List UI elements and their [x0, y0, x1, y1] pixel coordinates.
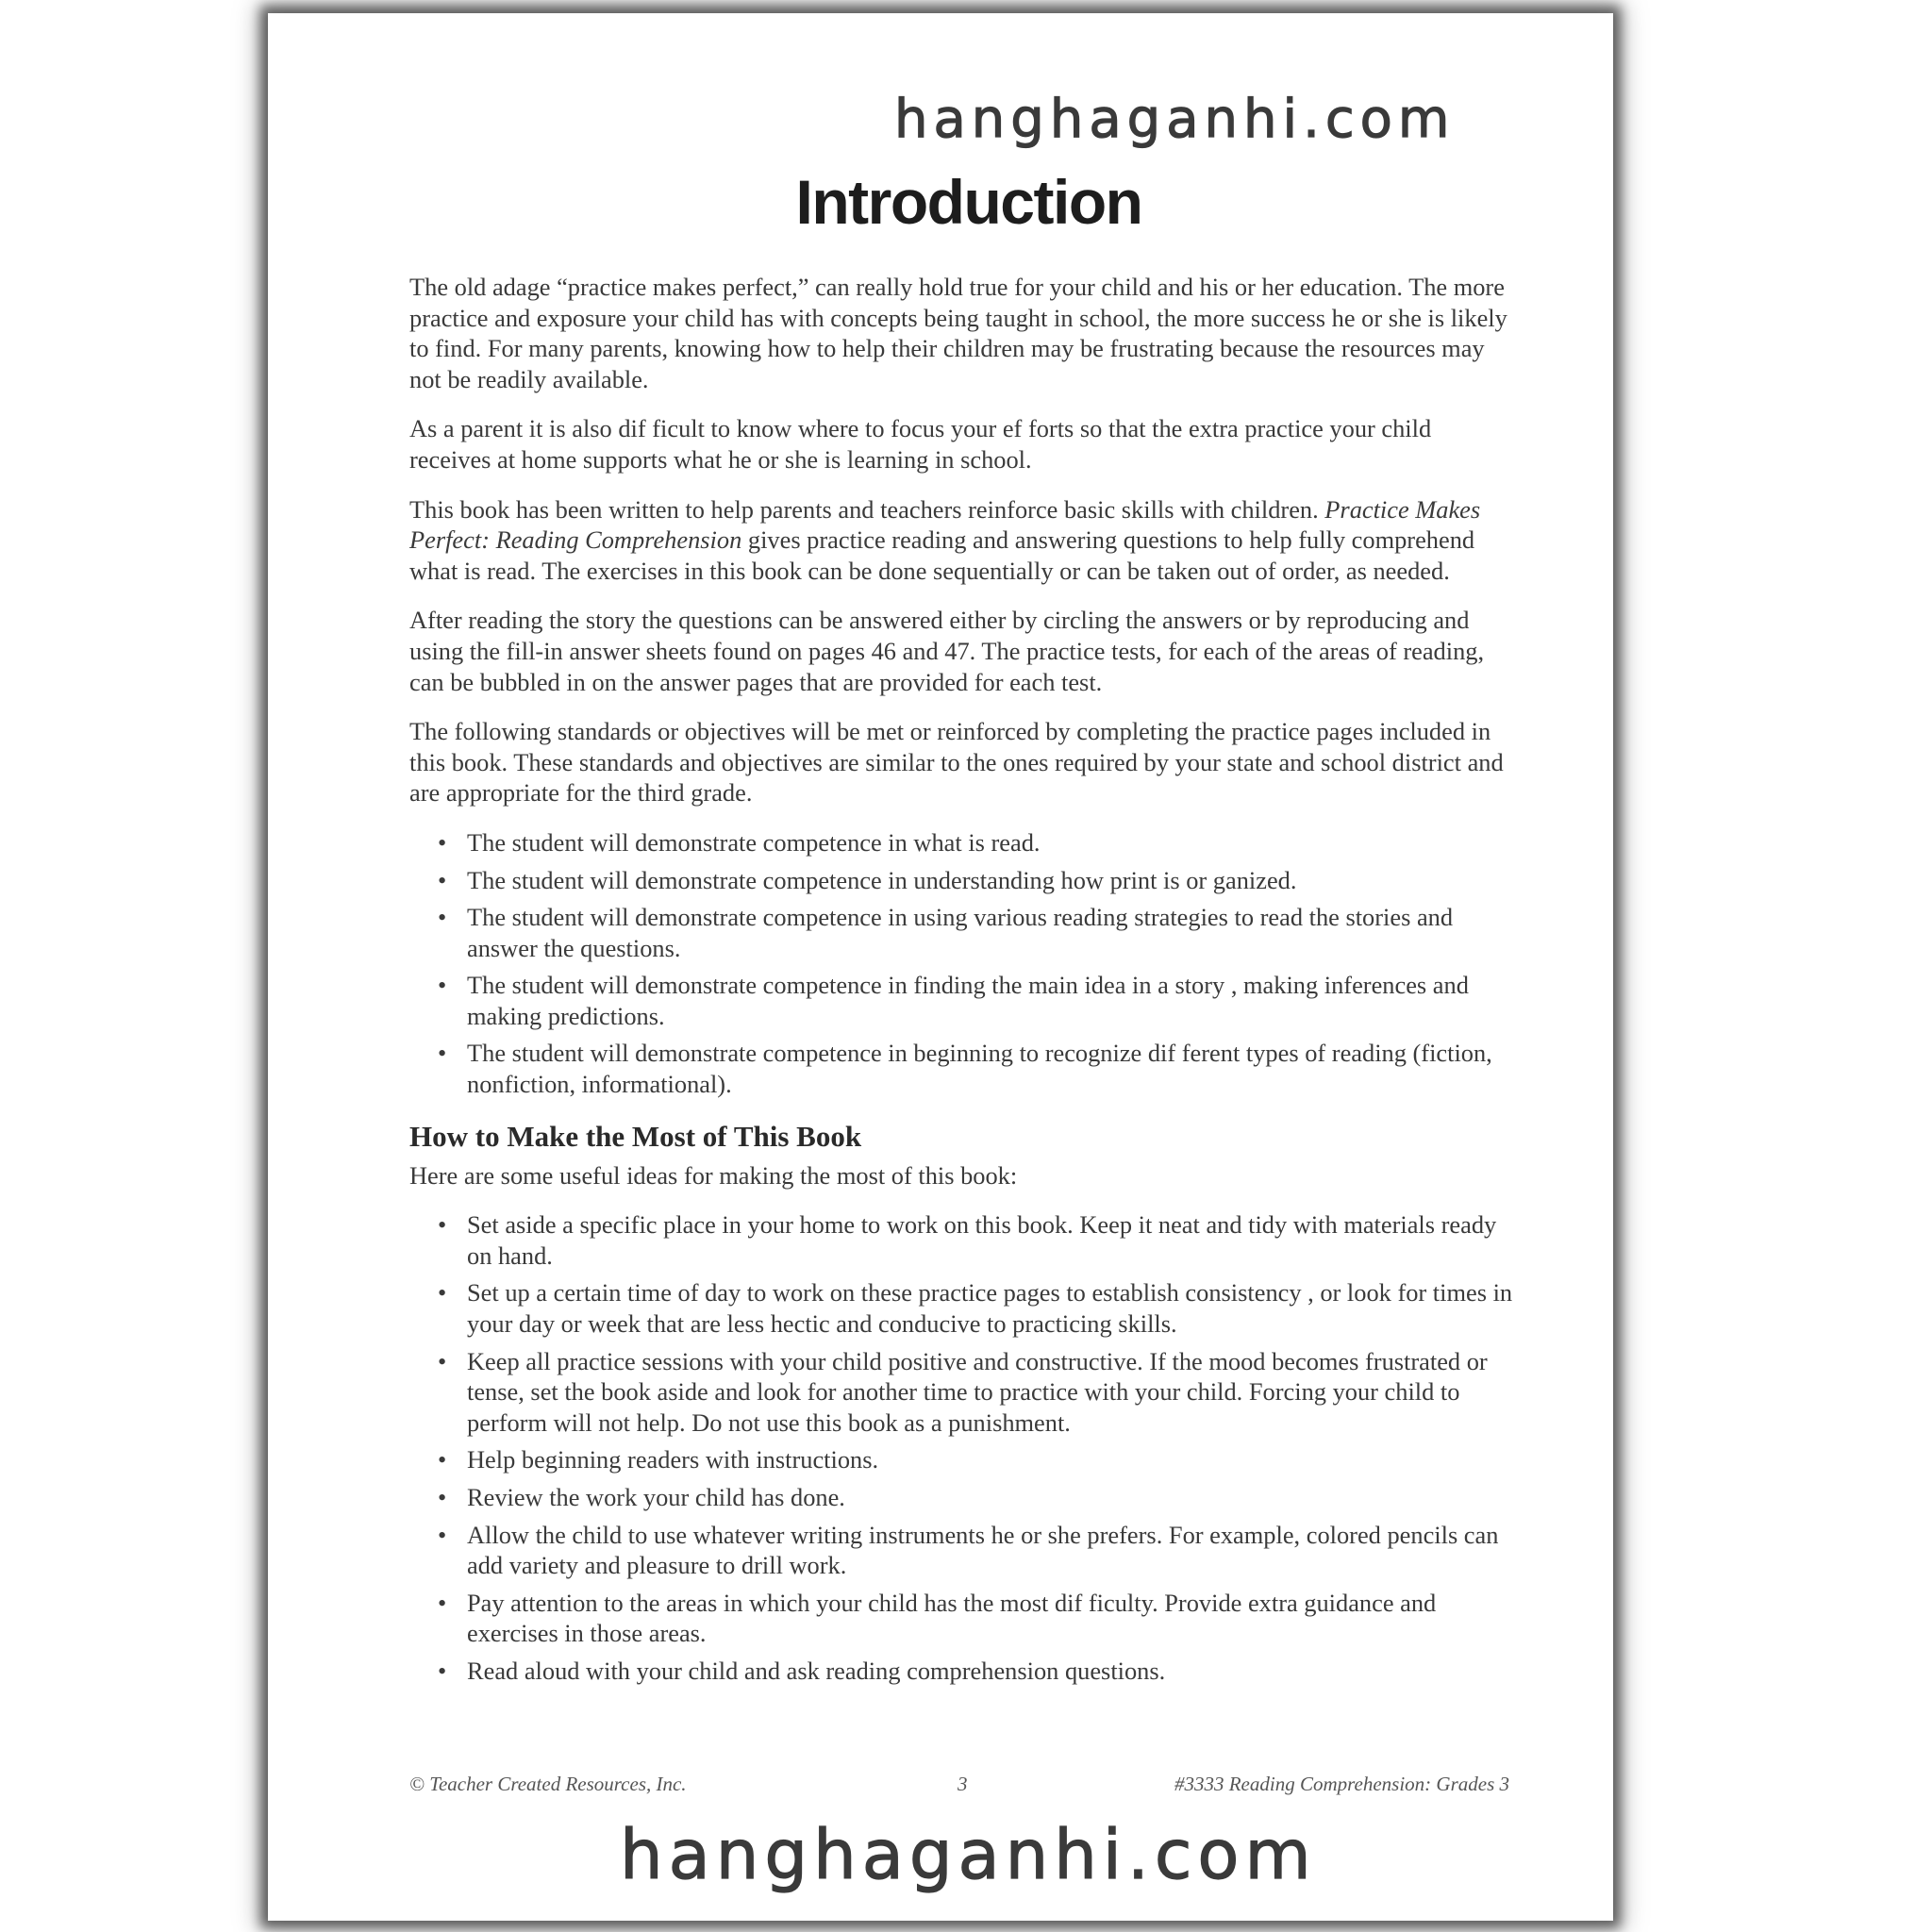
list-item: • Set up a certain time of day to work on these practice pages to establish consistency , or look for times in your day or week that are less hectic and conducive to practicing skills.	[409, 1277, 1513, 1339]
section-heading: How to Make the Most of This Book	[409, 1119, 862, 1153]
standards-list	[409, 827, 1513, 1100]
footer-copyright: © Teacher Created Resources, Inc.	[409, 1773, 687, 1795]
list-item: • Review the work your child has done.	[409, 1482, 1513, 1513]
intro-paragraph-4: After reading the story the questions can be answered either by circling the answers or by reproducing and using the fill-in answer sheets found on pages 46 and 47. The practice tests, for each of the areas of reading, can be bubbled in on the answer pages that are provided for each test.	[409, 606, 1485, 696]
list-item: • The student will demonstrate competence in beginning to recognize dif ferent types of reading (fiction, nonfiction, informational).	[409, 1038, 1513, 1099]
page-body	[409, 272, 1513, 1706]
intro-paragraph-3-start: This book has been written to help parents and teachers reinforce basic skills with children.	[409, 494, 1325, 524]
list-item: • Keep all practice sessions with your child positive and constructive. If the mood becomes frustrated or tense, set the book aside and look for another time to practice with your child. Forcing your child to perform will not help. Do not use this book as a punishment.	[409, 1346, 1513, 1439]
list-item: • Set aside a specific place in your home to work on this book. Keep it neat and tidy with materials ready on hand.	[409, 1209, 1513, 1271]
watermark-top: hanghaganhi.com	[894, 89, 1456, 150]
list-item: • Help beginning readers with instructions.	[409, 1444, 1513, 1475]
tips-list	[409, 1209, 1513, 1686]
intro-paragraph-1: The old adage “practice makes perfect,” can really hold true for your child and his or her education. The more practice and exposure your child has with concepts being taught in school, the more success he or she is likely to find. For many parents, knowing how to help their children may be frustrating because the resources may not be readily available.	[409, 273, 1507, 393]
intro-paragraph-3	[409, 494, 1513, 587]
list-item: • The student will demonstrate competence in what is read.	[409, 827, 1513, 858]
list-item: • The student will demonstrate competence in finding the main idea in a story , making inferences and making predictions.	[409, 970, 1513, 1031]
list-item: • The student will demonstrate competence in using various reading strategies to read the stories and answer the questions.	[409, 902, 1513, 963]
book-title-italic: Practice Makes Perfect: Reading Comprehension	[409, 494, 1481, 555]
intro-paragraph-2: As a parent it is also dif ficult to know where to focus your ef forts so that the extra practice your child receives at home supports what he or she is learning in school.	[409, 414, 1432, 474]
list-item: • The student will demonstrate competence in understanding how print is or ganized.	[409, 865, 1513, 896]
footer-book-id: #3333 Reading Comprehension: Grades 3	[1174, 1773, 1509, 1795]
list-item: • Pay attention to the areas in which your child has the most dif ficulty. Provide extra guidance and exercises in those areas.	[409, 1588, 1513, 1649]
intro-paragraph-5: The following standards or objectives will be met or reinforced by completing the practice pages included in this book. These standards and objectives are similar to the ones required by your state and school district and are appropriate for the third grade.	[409, 717, 1504, 808]
list-item: • Allow the child to use whatever writing instruments he or she prefers. For example, colored pencils can add variety and pleasure to drill work.	[409, 1520, 1513, 1581]
watermark-bottom: hanghaganhi.com	[620, 1815, 1317, 1894]
footer-page-number: 3	[958, 1773, 968, 1795]
intro-paragraph-3-end: gives practice reading and answering questions to help fully comprehend what is read. The exercises in this book can be done sequentially or can be taken out of order, as needed.	[409, 525, 1475, 585]
page-title: Introduction	[795, 167, 1142, 237]
list-item: • Read aloud with your child and ask reading comprehension questions.	[409, 1656, 1513, 1687]
page-footer	[409, 1773, 1509, 1803]
section-lead: Here are some useful ideas for making the most of this book:	[409, 1160, 1018, 1190]
